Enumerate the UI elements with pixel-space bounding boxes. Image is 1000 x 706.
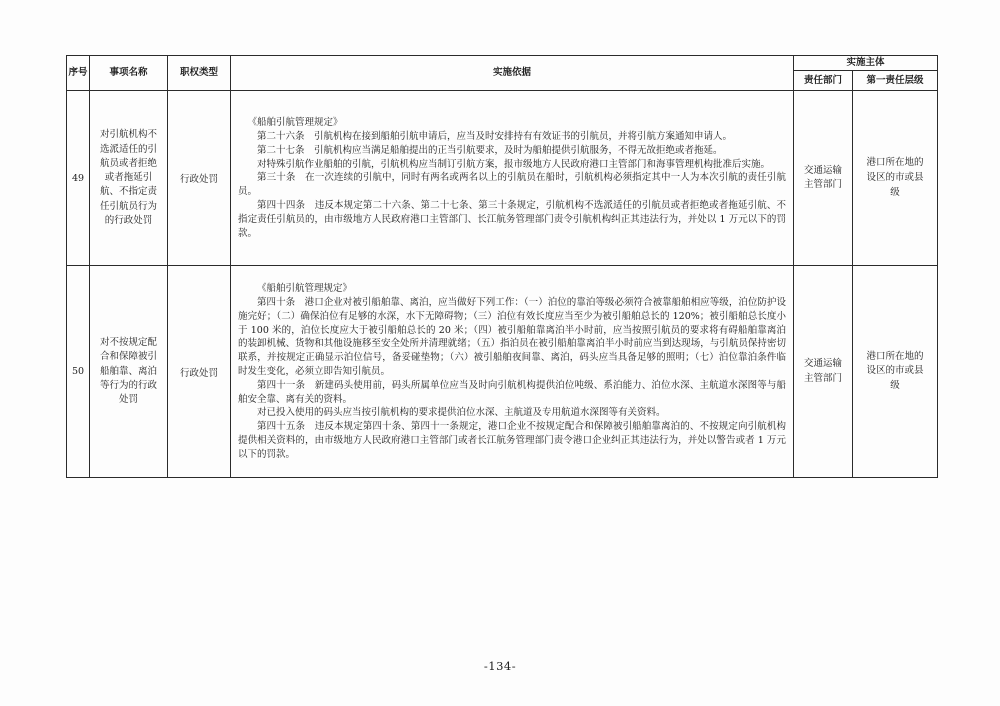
row-50-responsible-department: 交通运输主管部门: [794, 266, 853, 478]
basis-paragraph: 第四十五条 违反本规定第四十条、第四十一条规定，港口企业不按规定配合和保障被引船舶靠离泊的、不按规定向引航机构提供相关资料的，由市级地方人民政府港口主管部门或者长江航务管理部门责令港口企业纠正其违法行为，并处以警告或者 1 万元以下的罚款。: [238, 421, 786, 460]
basis-paragraph: 第四十一条 新建码头使用前，码头所属单位应当及时向引航机构提供泊位吨级、系泊能力、泊位水深、主航道水深图等与船舶安全靠、离有关的资料。: [238, 379, 786, 405]
table-row-49: [67, 91, 938, 266]
row-49-number: 49: [67, 91, 90, 266]
table-row-50: [67, 266, 938, 478]
row-50-responsibility-level: 港口所在地的设区的市或县级: [853, 266, 938, 478]
basis-paragraph: 第二十六条 引航机构在接到船舶引航申请后，应当及时安排持有有效证书的引航员，并将引航方案通知申请人。: [257, 131, 733, 143]
header-col-subject: 实施主体: [794, 56, 938, 71]
basis-paragraph: 第二十七条 引航机构应当满足船舶提出的正当引航要求，及时为船舶提供引航服务，不得无故拒绝或者拖延。: [257, 144, 723, 156]
basis-paragraph: 对已投入使用的码头应当按引航机构的要求提供泊位水深、主航道及专用航道水深图等有关资料。: [257, 407, 666, 419]
basis-paragraph: 对特殊引航作业船舶的引航，引航机构应当制订引航方案，报市级地方人民政府港口主管部门和海事管理机构批准后实施。: [257, 158, 771, 170]
basis-paragraph: 第四十四条 违反本规定第二十六条、第二十七条、第三十条规定，引航机构不选派适任的引航员或者拒绝或者拖延引航、不指定责任引航员的，由市级地方人民政府港口主管部门、长江航务管理部门责令引航机构纠正其违法行为，并处以 1 万元以下的罚款。: [238, 200, 786, 239]
header-col-no: 序号: [67, 56, 90, 91]
row-49-responsibility-level: 港口所在地的设区的市或县级: [853, 91, 938, 266]
row-49-item-name: 对引航机构不选派适任的引航员或者拒绝或者拖延引航、不指定责任引航员行为的行政处罚: [90, 91, 168, 266]
header-col-basis: 实施依据: [231, 56, 794, 91]
row-49-responsible-department: 交通运输主管部门: [794, 91, 853, 266]
basis-title: 《船舶引航管理规定》: [257, 283, 353, 295]
header-col-level: 第一责任层级: [853, 71, 938, 91]
row-49-implementation-basis: [231, 91, 794, 266]
header-col-department: 责任部门: [794, 71, 853, 91]
table-header: [67, 56, 938, 91]
row-50-number: 50: [67, 266, 90, 478]
row-50-item-name: 对不按规定配合和保障被引船舶靠、离泊等行为的行政处罚: [90, 266, 168, 478]
row-49-authority-type: 行政处罚: [168, 91, 231, 266]
basis-paragraph: 第四十条 港口企业对被引船舶靠、离泊，应当做好下列工作：（一）泊位的靠泊等级必须符合被靠船舶相应等级，泊位防护设施完好；（二）确保泊位有足够的水深，水下无障碍物；（三）泊位有效长度应当至少为被引船舶总长的 120%；被引船舶总长度小于 100 米的，泊位长度应大于被引船舶总长的 20 米；（四）被引船舶靠离泊半小时前，应当按照引航员的要求将有碍船舶靠离泊的装卸机械、货物和其他设施移至安全处所并清理就绪；（五）指泊员在被引船舶靠离泊半小时前应当到达现场，与引航员保持密切联系，并按规定正确显示泊位信号，备妥碰垫物；（六）被引船舶夜间靠、离泊，码头应当具备足够的照明；（七）泊位靠泊条件临时发生变化，必须立即告知引航员。: [238, 296, 786, 377]
basis-title: 《船舶引航管理规定》: [247, 117, 343, 129]
row-50-implementation-basis: [231, 266, 794, 478]
basis-paragraph: 第三十条 在一次连续的引航中，同时有两名或两名以上的引航员在船时，引航机构必须指定其中一人为本次引航的责任引航员。: [238, 172, 786, 198]
row-50-authority-type: 行政处罚: [168, 266, 231, 478]
penalty-items-table: [66, 55, 938, 478]
header-col-item: 事项名称: [90, 56, 168, 91]
header-col-type: 职权类型: [168, 56, 231, 91]
page-number: -134-: [483, 659, 517, 673]
